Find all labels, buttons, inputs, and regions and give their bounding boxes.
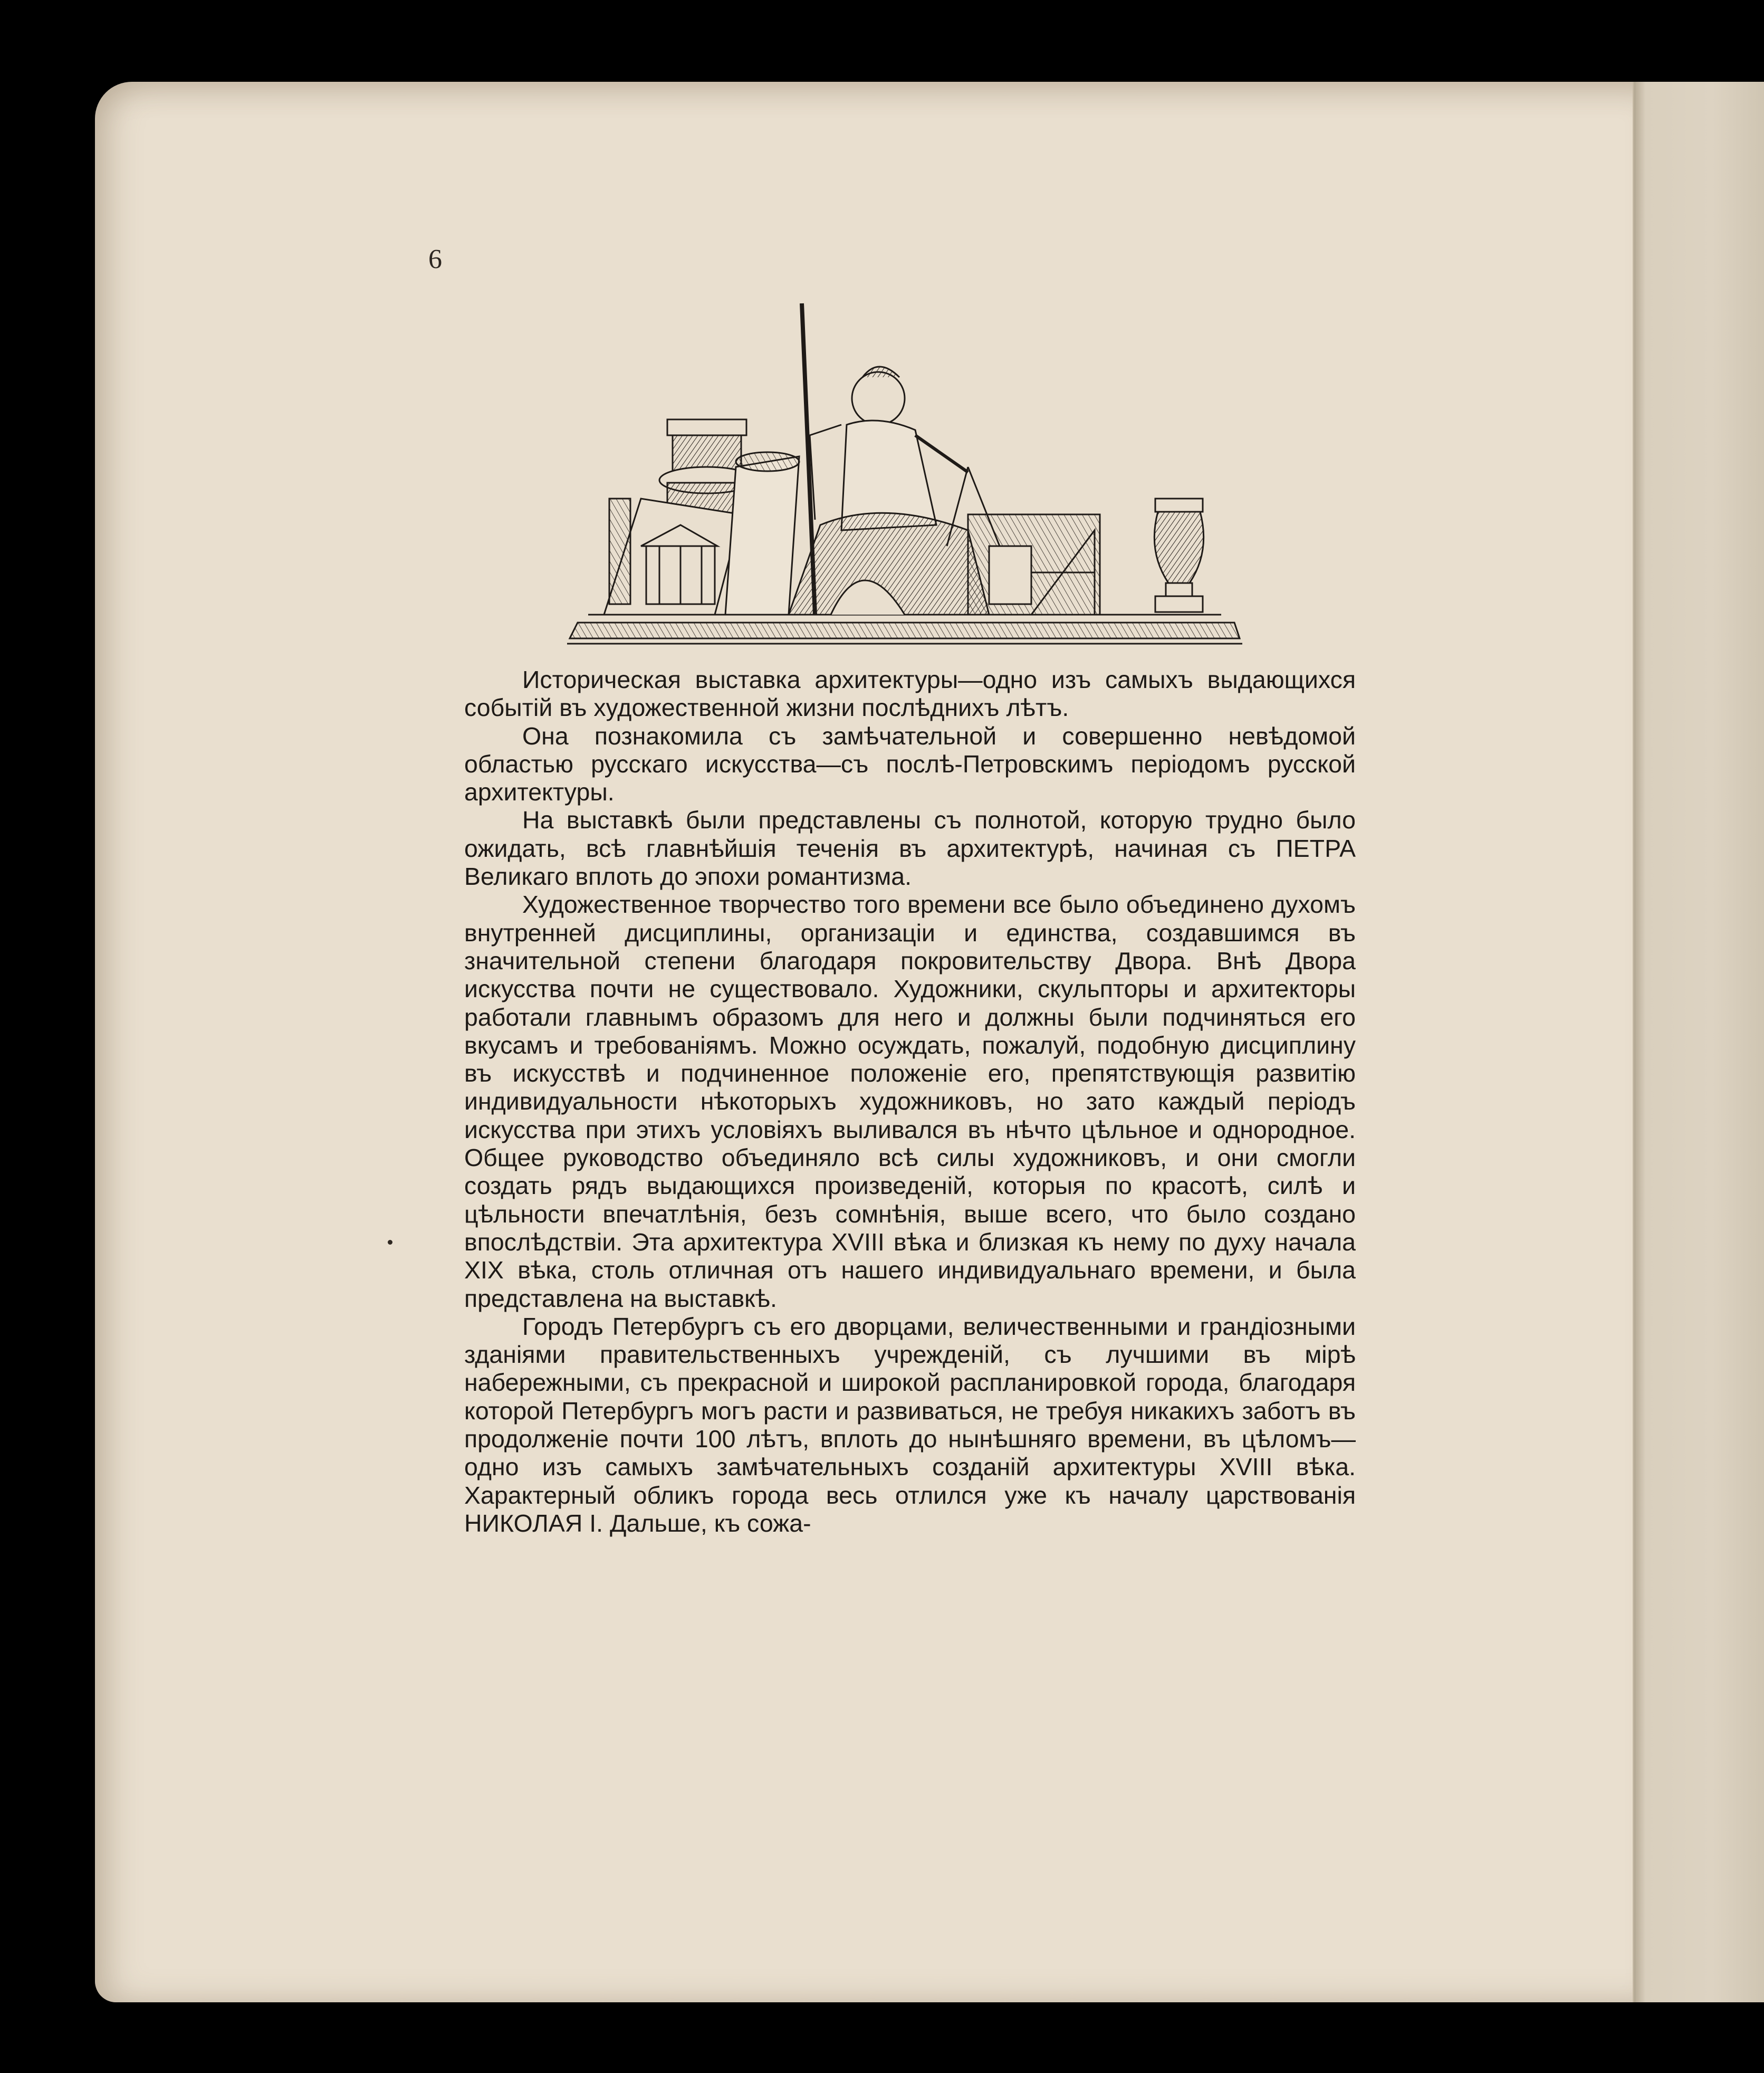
paragraph: Историческая выставка архитектуры—одно изъ самыхъ выдающихся событій въ художественной жизни послѣднихъ лѣтъ. xyxy=(464,666,1356,722)
urn xyxy=(1154,499,1203,612)
paragraph: На выставкѣ были представлены съ полнотой, которую трудно было ожидать, всѣ главнѣйшія теченія въ архитектурѣ, начиная съ ПЕТРА Великаго вплоть до эпохи романтизма. xyxy=(464,806,1356,891)
seated-allegorical-figure xyxy=(789,303,989,615)
plinth xyxy=(567,615,1242,644)
drawing-board xyxy=(604,499,741,615)
page-number: 6 xyxy=(428,244,442,274)
paragraph: Она познакомила съ замѣчательной и совершенно невѣдомой областью русскаго искусства—съ послѣ-Петровскимъ періодомъ русской архитектуры. xyxy=(464,722,1356,806)
paragraph: Художественное творчество того времени все было объединено духомъ внутренней дисциплины, организаціи и единства, создавшимся въ значительной степени благодаря покровительству Двора. Внѣ Двора искусства почти не существовало. Художники, скульпторы и архитекторы работали главнымъ образомъ для него и должны были подчиняться его вкусамъ и требованіямъ. Можно осуждать, пожалуй, подобную дисциплину въ искусствѣ и подчиненное положеніе его, препятствующія развитію индивидуальности нѣкоторыхъ художниковъ, но зато каждый періодъ искусства при этихъ условіяхъ выливался въ нѣчто цѣльное и однородное. Общее руководство объединяло всѣ силы художниковъ, и они смогли создать рядъ выдающихся произведеній, которыя по красотѣ, силѣ и цѣльности впечатлѣнія, безъ сомнѣнія, выше всего, что было создано впослѣдствіи. Эта архитектура XVIII вѣка и близкая къ нему по духу начала XIX вѣка, столь отличная отъ нашего индивидуальнаго времени, и была представлена на выставкѣ. xyxy=(464,891,1356,1312)
paragraph: Городъ Петербургъ съ его дворцами, величественными и грандіозными зданіями правительственныхъ учрежденій, съ лучшими въ мірѣ набережными, съ прекрасной и широкой распланировкой города, благодаря которой Петербургъ могъ расти и развиваться, не требуя никакихъ заботъ въ продолженіе почти 100 лѣтъ, вплоть до нынѣшняго времени, въ цѣломъ—одно изъ самыхъ замѣчательныхъ созданій архитектуры XVIII вѣка. Характерный обликъ города весь отлился уже къ началу царствованія НИКОЛАЯ I. Дальше, къ сожа- xyxy=(464,1312,1356,1537)
rolled-scroll xyxy=(725,452,799,615)
body-text xyxy=(464,666,1356,1537)
facing-page-edge xyxy=(1635,82,1764,2002)
stone-block xyxy=(968,514,1100,615)
allegory-of-architecture-vignette xyxy=(567,298,1242,649)
ink-spot xyxy=(388,1240,392,1245)
